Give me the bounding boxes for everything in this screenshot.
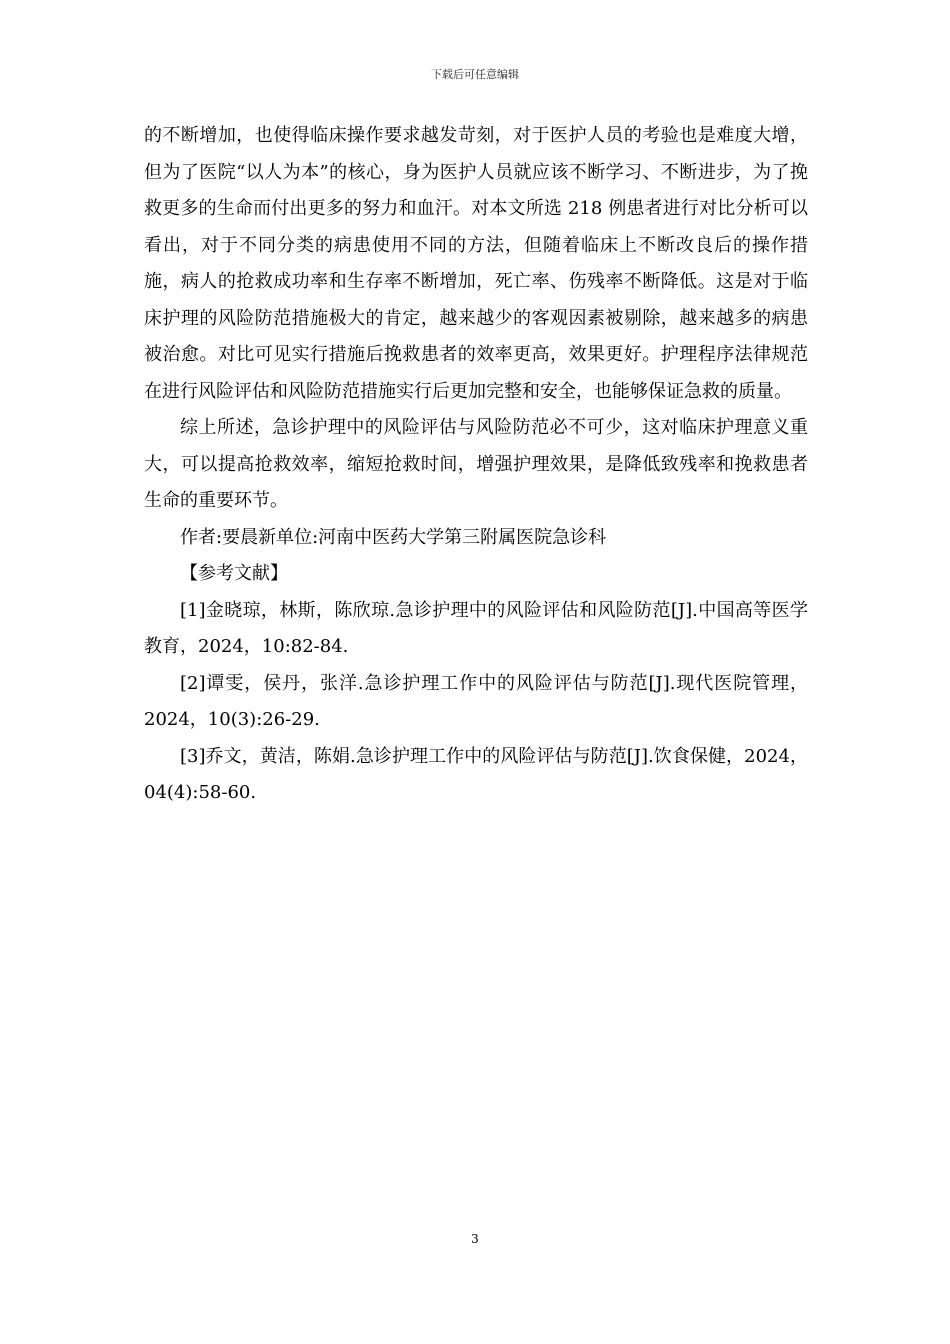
document-body xyxy=(144,118,808,812)
page-header: 下载后可任意编辑 xyxy=(431,68,519,81)
reference-item: [1]金晓琼，林斯，陈欣琼.急诊护理中的风险评估和风险防范[J].中国高等医学教育，2024，10:82-84. xyxy=(144,599,808,657)
references-heading: 【参考文献】 xyxy=(180,563,288,584)
page-number: 3 xyxy=(471,1232,479,1246)
reference-item: [2]谭雯，侯丹，张洋.急诊护理工作中的风险评估与防范[J].现代医院管理，2024，10(3):26-29. xyxy=(144,672,808,730)
author-info: 作者:要晨新单位:河南中医药大学第三附属医院急诊科 xyxy=(180,526,607,548)
reference-item: [3]乔文，黄洁，陈娟.急诊护理工作中的风险评估与防范[J].饮食保健，2024，04(4):58-60. xyxy=(144,745,808,803)
body-paragraph-continued: 的不断增加，也使得临床操作要求越发苛刻，对于医护人员的考验也是难度大增，但为了医院“以人为本”的核心，身为医护人员就应该不断学习、不断进步，为了挽救更多的生命而付出更多的努力和血汗。对本文所选 218 例患者进行对比分析可以看出，对于不同分类的病患使用不同的方法，但随着临床上不断改良后的操作措施，病人的抢救成功率和生存率不断增加，死亡率、伤残率不断降低。这是对于临床护理的风险防范措施极大的肯定，越来越少的客观因素被剔除，越来越多的病患被治愈。对比可见实行措施后挽救患者的效率更高，效果更好。护理程序法律规范在进行风险评估和风险防范措施实行后更加完整和安全，也能够保证急救的质量。 xyxy=(144,125,808,402)
body-paragraph-conclusion: 综上所述，急诊护理中的风险评估与风险防范必不可少，这对临床护理意义重大，可以提高抢救效率，缩短抢救时间，增强护理效果，是降低致残率和挽救患者生命的重要环节。 xyxy=(144,417,808,511)
